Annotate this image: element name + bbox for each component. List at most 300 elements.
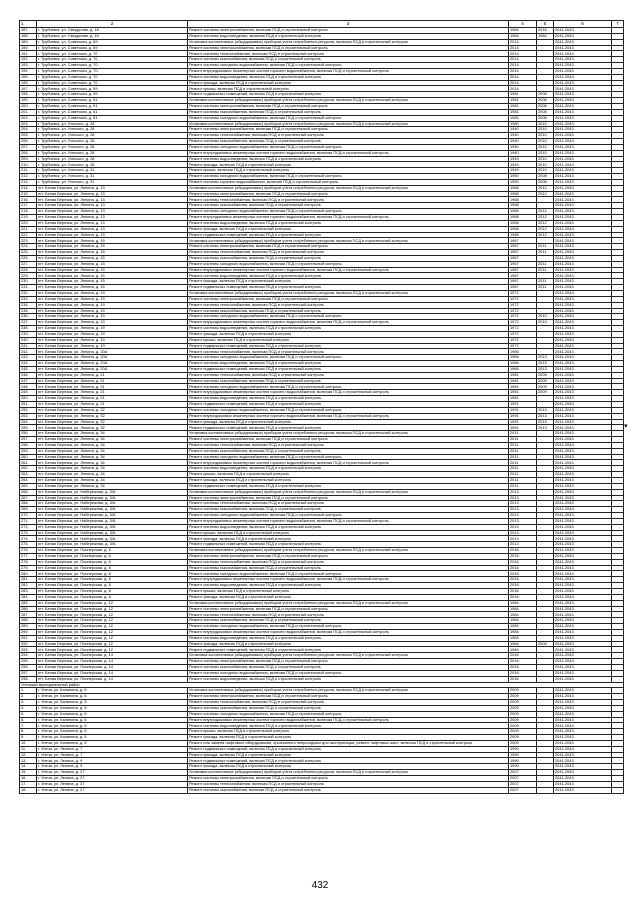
row-year-built: 2013 (509, 536, 537, 542)
row-number: 244. (20, 361, 37, 367)
row-address: пгт. Белая Березка, ул. Ленина, д. 15 (37, 261, 188, 267)
row-number: 276. (20, 548, 37, 554)
row-year-built: 1981 (509, 384, 537, 390)
row-work: Ремонт фасада, включая ПСД и строительный контроль (188, 641, 509, 647)
row-work: Ремонт системы электроснабжения, включая ПСД и строительный контроль (188, 28, 509, 34)
row-period: 2041-2043 (554, 45, 612, 51)
row-period: 2041-2043 (554, 442, 612, 448)
row-period: 2041-2043 (554, 127, 612, 133)
row-address: пгт. Белая Березка, ул. Набережная, д. 3/А (37, 518, 188, 524)
row-year-built: 1968 (509, 209, 537, 215)
row-period: 2041-2043 (554, 92, 612, 98)
row-period: 2041-2043 (554, 384, 612, 390)
row-work: Ремонт системы газоснабжения, включая ПСД и строительный контроль (188, 308, 509, 314)
row-address: пгт. Белая Березка, ул. Пионерская, д. 12 (37, 618, 188, 624)
row-year-built: 2011 (509, 466, 537, 472)
row-year-built: 2014 (509, 74, 537, 80)
row-year-built: 2013 (509, 489, 537, 495)
row-year-repair: 2011 (537, 250, 554, 256)
row-work: Ремонт системы электроснабжения, включая ПСД и строительный контроль (188, 191, 509, 197)
row-address: пгт. Белая Березка, ул. Набережная, д. 3/А (37, 501, 188, 507)
row-number: 217. (20, 203, 37, 209)
row-work: Ремонт системы холодного водоснабжения, включая ПСД и строительный контроль (188, 711, 509, 717)
row-address: г. Трубчевск, ул. Советская, д. 70 (37, 63, 188, 69)
row-work: Ремонт системы водоотведения, включая ПСД и строительный контроль (188, 396, 509, 402)
row-address: пгт. Белая Березка, ул. Ленина, д. 34 (37, 472, 188, 478)
row-number: 236. (20, 314, 37, 320)
row-number: 218. (20, 209, 37, 215)
row-year-built: 1991 (509, 419, 537, 425)
row-number: 9. (20, 735, 37, 741)
row-year-built: 1991 (509, 425, 537, 431)
row-address: г. Унеча, ул. Калинина, д. 6 (37, 723, 188, 729)
row-year-built: 1980 (509, 121, 537, 127)
row-number: 226. (20, 255, 37, 261)
row-year-repair: 2010 (537, 162, 554, 168)
row-period: 2041-2043 (554, 577, 612, 583)
row-year-built: 1972 (509, 290, 537, 296)
row-year-built: 2014 (509, 86, 537, 92)
row-address: пгт. Белая Березка, ул. Ленина, д. 19 (37, 331, 188, 337)
row-address: г. Трубчевск, ул. Советская, д. 61 (37, 115, 188, 121)
row-address: пгт. Белая Березка, ул. Ленина, д. 13 (37, 232, 188, 238)
row-address: пгт. Белая Березка, ул. Пионерская, д. 6 (37, 577, 188, 583)
row-year-built: 1972 (509, 320, 537, 326)
row-work: Ремонт системы холодного водоснабжения, включая ПСД и строительный контроль (188, 571, 509, 577)
row-year-built: 2011 (509, 431, 537, 437)
row-address: пгт. Белая Березка, ул. Пионерская, д. 12 (37, 600, 188, 606)
row-period: 2041-2043 (554, 729, 612, 735)
row-year-built: 2011 (509, 472, 537, 478)
row-address: пгт. Белая Березка, ул. Ленина, д. 13 (37, 220, 188, 226)
row-period: 2041-2043 (554, 594, 612, 600)
row-work: Ремонт внутридомовых инженерных систем горячего водоснабжения, включая ПСД и строительный контроль (188, 320, 509, 326)
row-address: пгт. Белая Березка, ул. Пионерская, д. 6 (37, 559, 188, 565)
row-address: пгт. Белая Березка, ул. Ленина, д. 13 (37, 215, 188, 221)
row-year-built: 2009 (509, 700, 537, 706)
row-work: Ремонт фасада, включая ПСД и строительный контроль (188, 536, 509, 542)
row-number: 289. (20, 624, 37, 630)
row-year-repair: 2009 (537, 372, 554, 378)
row-address: г. Унеча, ул. Калинина, д. 6 (37, 717, 188, 723)
row-address: г. Трубчевск, ул. Ухнского, д. 28 (37, 144, 188, 150)
row-work: Ремонт внутридомовых инженерных систем горячего водоснабжения, включая ПСД и строительный контроль (188, 413, 509, 419)
row-address: г. Трубчевск, ул. Свердлова, д. 18 (37, 33, 188, 39)
row-address: пгт. Белая Березка, ул. Пионерская, д. 14 (37, 653, 188, 659)
row-work: Ремонт системы теплоснабжения, включая ПСД и строительный контроль (188, 501, 509, 507)
row-period: 2041-2043 (554, 518, 612, 524)
row-period: 2041-2043 (554, 285, 612, 291)
row-number: 265. (20, 483, 37, 489)
row-year-built: 1972 (509, 308, 537, 314)
row-number: 10. (20, 740, 37, 746)
row-number: 245. (20, 366, 37, 372)
row-address: пгт. Белая Березка, ул. Ленина, д. 20А (37, 366, 188, 372)
row-period: 2041-2043 (554, 267, 612, 273)
row-period: 2041-2043 (554, 606, 612, 612)
row-year-built: 1972 (509, 296, 537, 302)
row-work: Ремонт системы водоотведения, включая ПСД и строительный контроль (188, 723, 509, 729)
row-number: 231. (20, 285, 37, 291)
row-work: Ремонт фасада, включая ПСД и строительный контроль (188, 279, 509, 285)
row-address: г. Унеча, ул. Ленина, д. 27 (37, 781, 188, 787)
row-period: 2041-2043 (554, 507, 612, 513)
row-work: Ремонт системы электроснабжения, включая ПСД и строительный контроль (188, 244, 509, 250)
row-number: 203. (20, 121, 37, 127)
row-period: 2041-2043 (554, 326, 612, 332)
row-number: 295. (20, 659, 37, 665)
row-period: 2041-2043 (554, 109, 612, 115)
row-period: 2041-2043 (554, 63, 612, 69)
row-number: 238. (20, 326, 37, 332)
row-year-built: 2016 (509, 571, 537, 577)
row-year-built: 1984 (509, 606, 537, 612)
row-address: пгт. Белая Березка, ул. Ленина, д. 20А (37, 349, 188, 355)
row-year-built: 2014 (509, 51, 537, 57)
row-work: Ремонт системы холодного водоснабжения, включая ПСД и строительный контроль (188, 63, 509, 69)
row-address: пгт. Белая Березка, ул. Набережная, д. 3/А (37, 542, 188, 548)
row-year-built: 2013 (509, 542, 537, 548)
row-number: 298. (20, 676, 37, 682)
row-number: 248. (20, 384, 37, 390)
row-period: 2041-2043 (554, 250, 612, 256)
row-address: г. Трубчевск, ул. Советская, д. 69 (37, 39, 188, 45)
row-year-built: 1967 (509, 285, 537, 291)
row-number: 264. (20, 477, 37, 483)
row-work: Ремонт внутридомовых инженерных систем горячего водоснабжения, включая ПСД и строительный контроль (188, 577, 509, 583)
row-number: 230. (20, 279, 37, 285)
row-number: 255. (20, 425, 37, 431)
row-work: Ремонт системы холодного водоснабжения, включая ПСД и строительный контроль (188, 624, 509, 630)
row-address: г. Трубчевск, ул. Советская, д. 70 (37, 74, 188, 80)
row-number: 278. (20, 559, 37, 565)
row-work: Установка коллективных (общедомовых) приборов учета потребления ресурсов, включая ПСД и строительный контроль (188, 238, 509, 244)
row-year-built: 2009 (509, 735, 537, 741)
row-address: г. Трубчевск, ул. Советская, д. 69 (37, 45, 188, 51)
row-number: 5. (20, 711, 37, 717)
row-address: г. Унеча, ул. Калинина, д. 6 (37, 688, 188, 694)
row-number: 4. (20, 705, 37, 711)
row-work: Ремонт системы газоснабжения, включая ПСД и строительный контроль (188, 565, 509, 571)
row-period: 2041-2043 (554, 583, 612, 589)
row-work: Ремонт системы электроснабжения, включая ПСД и строительный контроль (188, 103, 509, 109)
row-period: 2041-2043 (554, 653, 612, 659)
row-work: Ремонт системы газоснабжения, включая ПСД и строительный контроль (188, 705, 509, 711)
row-year-built: 2007 (509, 776, 537, 782)
row-number: 249. (20, 390, 37, 396)
row-period: 2041-2043 (554, 711, 612, 717)
row-address: пгт. Белая Березка, ул. Ленина, д. 20А (37, 355, 188, 361)
row-year-built: 1984 (509, 612, 537, 618)
row-work: Ремонт системы газоснабжения, включая ПСД и строительный контроль (188, 139, 509, 145)
col-header-2: 2 (37, 21, 188, 28)
row-address: пгт. Белая Березка, ул. Ленина, д. 19 (37, 308, 188, 314)
row-year-built: 1967 (509, 267, 537, 273)
row-period: 2041-2043 (554, 203, 612, 209)
row-work: Ремонт системы водоотведения, включая ПСД и строительный контроль (188, 635, 509, 641)
row-work: Ремонт системы холодного водоснабжения, включая ПСД и строительный контроль (188, 355, 509, 361)
row-period: 2041-2043 (554, 80, 612, 86)
row-year-built: 2014 (509, 39, 537, 45)
row-year-built: 1991 (509, 413, 537, 419)
row-number: 292. (20, 641, 37, 647)
row-year-built: 1990 (509, 746, 537, 752)
row-number: 189. (20, 39, 37, 45)
row-work: Ремонт фасада, включая ПСД и строительный контроль (188, 477, 509, 483)
row-period: 2041-2043 (554, 565, 612, 571)
row-year-built: 1972 (509, 343, 537, 349)
row-number: 293. (20, 647, 37, 653)
row-number: 282. (20, 583, 37, 589)
row-number: 206. (20, 139, 37, 145)
row-address: г. Трубчевск, ул. Ухнского, д. 28 (37, 127, 188, 133)
row-work: Ремонт системы водоотведения, включая ПСД и строительный контроль (188, 74, 509, 80)
row-year-repair: 2010 (537, 320, 554, 326)
row-year-repair: 2008 (537, 103, 554, 109)
row-year-built: 1966 (509, 355, 537, 361)
row-year-repair: 2012 (537, 220, 554, 226)
row-year-repair: 1984 (537, 33, 554, 39)
row-work: Ремонт внутридомовых инженерных систем горячего водоснабжения, включая ПСД и строительный контроль (188, 518, 509, 524)
row-year-built: 1950 (509, 174, 537, 180)
col-header-5: 5 (537, 21, 554, 28)
row-work: Ремонт подвальных помещений, включая ПСД и строительный контроль (188, 285, 509, 291)
table-body-trubchevsk (20, 28, 624, 683)
row-period: 2041-2043 (554, 355, 612, 361)
row-work: Установка коллективных (общедомовых) приборов учета потребления ресурсов, включая ПСД и строительный контроль (188, 431, 509, 437)
row-number: 208. (20, 150, 37, 156)
row-number: 8. (20, 729, 37, 735)
row-work: Ремонт фасада, включая ПСД и строительный контроль (188, 331, 509, 337)
row-number: 232. (20, 290, 37, 296)
row-number: 290. (20, 629, 37, 635)
row-period: 2041-2043 (554, 215, 612, 221)
row-work: Ремонт подвальных помещений, включая ПСД и строительный контроль (188, 232, 509, 238)
row-work: Ремонт системы электроснабжения, включая ПСД и строительный контроль (188, 776, 509, 782)
row-address: пгт. Белая Березка, ул. Ленина, д. 19 (37, 290, 188, 296)
row-year-built: 2016 (509, 583, 537, 589)
row-number: 209. (20, 156, 37, 162)
row-year-built: 1991 (509, 407, 537, 413)
section-title: Унечский муниципальный район (20, 682, 624, 688)
row-number: 222. (20, 232, 37, 238)
row-work: Установка коллективных (общедомовых) приборов учета потребления ресурсов, включая ПСД и строительный контроль (188, 548, 509, 554)
row-period: 2041-2043 (554, 641, 612, 647)
row-work: Ремонт внутридомовых инженерных систем горячего водоснабжения, включая ПСД и строительный контроль (188, 267, 509, 273)
row-address: пгт. Белая Березка, ул. Пионерская, д. 12 (37, 606, 188, 612)
row-address: пгт. Белая Березка, ул. Пионерская, д. 14 (37, 670, 188, 676)
row-address: пгт. Белая Березка, ул. Ленина, д. 34 (37, 431, 188, 437)
row-work: Ремонт крыши, включая ПСД и строительный контроль (188, 337, 509, 343)
row-year-built: 1981 (509, 109, 537, 115)
row-number: 14. (20, 764, 37, 770)
row-period: 2041-2043 (554, 524, 612, 530)
row-work: Ремонт системы водоотведения, включая ПСД и строительный контроль (188, 466, 509, 472)
row-number: 277. (20, 553, 37, 559)
row-period: 2041-2043 (554, 419, 612, 425)
row-address: г. Трубчевск, ул. Ухнского, д. 31 (37, 168, 188, 174)
row-number: 210. (20, 162, 37, 168)
row-year-built: 1984 (509, 629, 537, 635)
row-address: г. Унеча, ул. Калинина, д. 6 (37, 694, 188, 700)
row-year-repair: 2011 (537, 267, 554, 273)
row-period: 2041-2043 (554, 559, 612, 565)
row-year-built: 1981 (509, 396, 537, 402)
row-period: 2041-2043 (554, 191, 612, 197)
row-period: 2041-2043 (554, 542, 612, 548)
row-work: Установка коллективных (общедомовых) приборов учета потребления ресурсов, включая ПСД и строительный контроль (188, 185, 509, 191)
row-year-built: 1949 (509, 162, 537, 168)
row-year-built: 1950 (509, 179, 537, 185)
row-period: 2041-2043 (554, 150, 612, 156)
row-period: 2041-2043 (554, 477, 612, 483)
row-number: 234. (20, 302, 37, 308)
row-address: г. Трубчевск, ул. Советская, д. 70 (37, 57, 188, 63)
row-period: 2041-2043 (554, 185, 612, 191)
row-number: 261. (20, 460, 37, 466)
row-address: пгт. Белая Березка, ул. Ленина, д. 20А (37, 361, 188, 367)
row-year-repair: 2008 (537, 179, 554, 185)
row-number: 187. (20, 28, 37, 34)
row-year-built: 1967 (509, 261, 537, 267)
row-number: 229. (20, 273, 37, 279)
row-year-built: 2007 (509, 781, 537, 787)
row-year-repair: 2013 (537, 419, 554, 425)
row-period: 2041-2043 (554, 746, 612, 752)
col-header-6: 6 (554, 21, 612, 28)
row-work: Ремонт системы водоотведения, включая ПСД и строительный контроль (188, 273, 509, 279)
row-address: пгт. Белая Березка, ул. Ленина, д. 19 (37, 343, 188, 349)
row-work: Ремонт подвальных помещений, включая ПСД и строительный контроль (188, 366, 509, 372)
row-address: г. Трубчевск, ул. Ухнского, д. 28 (37, 162, 188, 168)
col-header-4: 4 (509, 21, 537, 28)
row-period: 2041-2043 (554, 407, 612, 413)
row-work: Ремонт системы электроснабжения, включая ПСД и строительный контроль (188, 606, 509, 612)
row-year-repair: 2010 (537, 139, 554, 145)
row-address: пгт. Белая Березка, ул. Ленина, д. 34 (37, 466, 188, 472)
row-address: пгт. Белая Березка, ул. Ленина, д. 15 (37, 255, 188, 261)
row-year-built: 1984 (509, 618, 537, 624)
row-number: 242. (20, 349, 37, 355)
row-year-built: 2009 (509, 740, 537, 746)
row-number: 262. (20, 466, 37, 472)
row-address: пгт. Белая Березка, ул. Ленина, д. 13 (37, 226, 188, 232)
row-address: пгт. Белая Березка, ул. Ленина, д. 34 (37, 442, 188, 448)
row-year-repair: 2011 (537, 285, 554, 291)
row-period: 2041-2043 (554, 717, 612, 723)
row-year-built: 2013 (509, 513, 537, 519)
row-period: 2041-2043 (554, 372, 612, 378)
row-work: Ремонт системы теплоснабжения, включая ПСД и строительный контроль (188, 250, 509, 256)
row-work: Ремонт подвальных помещений, включая ПСД и строительный контроль (188, 343, 509, 349)
row-work: Ремонт системы теплоснабжения, включая ПСД и строительный контроль (188, 197, 509, 203)
row-address: пгт. Белая Березка, ул. Ленина, д. 32 (37, 413, 188, 419)
row-number: 17. (20, 781, 37, 787)
row-year-built: 1984 (509, 600, 537, 606)
row-work: Ремонт внутридомовых инженерных систем горячего водоснабжения, включая ПСД и строительный контроль (188, 215, 509, 221)
row-year-built: 2009 (509, 705, 537, 711)
row-period: 2041-2043 (554, 402, 612, 408)
row-year-built: 1967 (509, 238, 537, 244)
row-period: 2041-2043 (554, 600, 612, 606)
row-year-repair: 2016 (537, 28, 554, 34)
row-period: 2041-2043 (554, 501, 612, 507)
row-address: пгт. Белая Березка, ул. Ленина, д. 19 (37, 302, 188, 308)
row-work: Ремонт системы водоотведения, включая ПСД и строительный контроль (188, 583, 509, 589)
row-period: 2041-2043 (554, 255, 612, 261)
row-address: г. Трубчевск, ул. Советская, д. 70 (37, 51, 188, 57)
row-number: 279. (20, 565, 37, 571)
row-number: 16. (20, 776, 37, 782)
row-period: 2041-2043 (554, 647, 612, 653)
row-number: 247. (20, 378, 37, 384)
row-work: Ремонт подвальных помещений, включая ПСД и строительный контроль (188, 425, 509, 431)
row-work: Ремонт системы водоотведения, включая ПСД и строительный контроль (188, 524, 509, 530)
row-period: 2041-2043 (554, 670, 612, 676)
row-year-repair: 2011 (537, 279, 554, 285)
row-number: 284. (20, 594, 37, 600)
row-period: 2041-2043 (554, 390, 612, 396)
row-year-built: 1940 (509, 144, 537, 150)
table-body-unecha (20, 688, 624, 793)
row-address: пгт. Белая Березка, ул. Ленина, д. 19 (37, 337, 188, 343)
row-period: 2041-2043 (554, 361, 612, 367)
row-number: 197. (20, 86, 37, 92)
row-period: 2041-2043 (554, 226, 612, 232)
row-work: Ремонт крыши, включая ПСД и строительный контроль (188, 472, 509, 478)
row-year-built: 2011 (509, 448, 537, 454)
row-work: Установка коллективных (общедомовых) приборов учета потребления ресурсов, включая ПСД и строительный контроль (188, 489, 509, 495)
row-address: г. Трубчевск, ул. Свердлова, д. 18 (37, 28, 188, 34)
row-work: Ремонт системы холодного водоснабжения, включая ПСД и строительный контроль (188, 314, 509, 320)
row-number: 7. (20, 723, 37, 729)
row-period: 2041-2043 (554, 39, 612, 45)
row-period: 2041-2043 (554, 513, 612, 519)
row-period: 2041-2043 (554, 57, 612, 63)
row-number: 214. (20, 185, 37, 191)
row-address: г. Унеча, ул. Калинина, д. 6 (37, 740, 188, 746)
row-year-built: 1981 (509, 390, 537, 396)
row-year-built: 2013 (509, 501, 537, 507)
row-address: пгт. Белая Березка, ул. Пионерская, д. 6 (37, 589, 188, 595)
row-number: 216. (20, 197, 37, 203)
row-number: 215. (20, 191, 37, 197)
row-number: 191. (20, 51, 37, 57)
row-number: 219. (20, 215, 37, 221)
row-work: Установка коллективных (общедомовых) приборов учета потребления ресурсов, включая ПСД и строительный контроль (188, 600, 509, 606)
row-address: г. Трубчевск, ул. Советская, д. 59 (37, 92, 188, 98)
row-number: 270. (20, 513, 37, 519)
row-address: пгт. Белая Березка, ул. Пионерская, д. 12 (37, 629, 188, 635)
row-number: 1. (20, 688, 37, 694)
row-work: Ремонт системы электроснабжения, включая ПСД и строительный контроль (188, 553, 509, 559)
row-period: 2041-2043 (554, 302, 612, 308)
row-period: 2041-2043 (554, 536, 612, 542)
row-number: 196. (20, 80, 37, 86)
row-year-built: 1984 (509, 641, 537, 647)
row-period: 2041-2043 (554, 115, 612, 121)
row-number: 212. (20, 174, 37, 180)
row-work: Ремонт системы теплоснабжения, включая ПСД и строительный контроль (188, 372, 509, 378)
row-year-built: 2013 (509, 518, 537, 524)
document-sheet (19, 20, 619, 794)
row-address: г. Трубчевск, ул. Советская, д. 61 (37, 109, 188, 115)
row-period: 2041-2043 (554, 629, 612, 635)
table-header-row (20, 21, 624, 28)
row-work: Ремонт или замена лифтового оборудования, признанного непригодным для эксплуатации, ремонт лифтовых шахт, включая ПСД и строительный контроль (188, 740, 509, 746)
row-number: 268. (20, 501, 37, 507)
row-work: Ремонт системы электроснабжения, включая ПСД и строительный контроль (188, 296, 509, 302)
